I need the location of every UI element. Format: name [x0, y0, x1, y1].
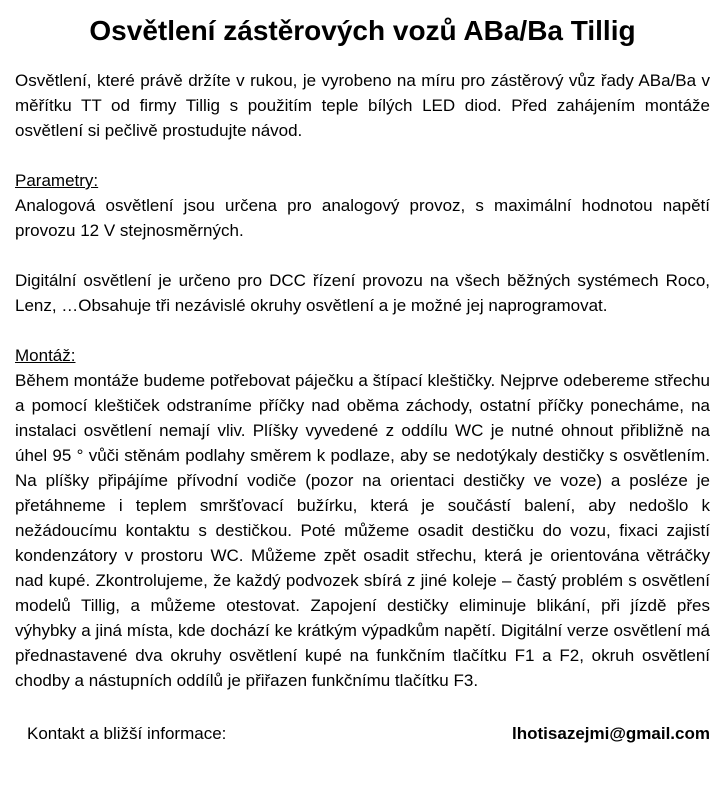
contact-email: lhotisazejmi@gmail.com: [512, 724, 710, 743]
contact-row: [15, 721, 710, 746]
paragraph-montaz: Během montáže budeme potřebovat páječku a štípací kleštičky. Nejprve odebereme střechu a pomocí kleštiček odstraníme příčky nad oběma záchody, ostatní příčky ponecháme, na instalaci osvětlení nemají vliv. Plíšky vyvedené z oddílu WC je nutné ohnout přibližně na úhel 95 ° vůči stěnám podlahy směrem k podlaze, aby se nedotýkaly destičky s osvětlením. Na plíšky připájíme přívodní vodiče (pozor na orientaci destičky ve voze) a posléze je přetáhneme i teplem smršťovací bužírku, která je součástí balení, aby nedošlo k nežádoucímu kontaktu s destičkou. Poté můžeme osadit destičku do vozu, fixaci zajistí kondenzátory v prostoru WC. Můžeme zpět osadit střechu, která je orientována větráčky nad kupé. Zkontrolujeme, že každý podvozek sbírá z jiné koleje – častý problém s osvětlení modelů Tillig, a můžeme otestovat. Zapojení destičky eliminuje blikání, při jízdě přes výhybky a jiná místa, kde dochází ke krátkým výpadkům napětí. Digitální verze osvětlení má přednastavené dva okruhy osvětlení kupé na funkčním tlačítku F1 a F2, okruh osvětlení chodby a nástupních oddílů je přiřazen funkčnímu tlačítku F3.: [15, 371, 710, 690]
section-heading-parametry: Parametry:: [15, 171, 99, 190]
paragraph-analog: Analogová osvětlení jsou určena pro analogový provoz, s maximální hodnotou napětí provozu 12 V stejnosměrných.: [15, 196, 710, 240]
paragraph-digital: Digitální osvětlení je určeno pro DCC řízení provozu na všech běžných systémech Roco, Lenz, …Obsahuje tři nezávislé okruhy osvětlení a je možné jej naprogramovat.: [15, 271, 710, 315]
section-heading-montaz: Montáž:: [15, 346, 76, 365]
contact-label: Kontakt a bližší informace:: [27, 724, 227, 743]
intro-paragraph: Osvětlení, které právě držíte v rukou, je vyrobeno na míru pro zástěrový vůz řady ABa/Ba v měřítku TT od firmy Tillig s použitím teple bílých LED diod. Před zahájením montáže osvětlení si pečlivě prostudujte návod.: [15, 71, 710, 140]
page-title: Osvětlení zástěrových vozů ABa/Ba Tillig: [89, 15, 636, 46]
